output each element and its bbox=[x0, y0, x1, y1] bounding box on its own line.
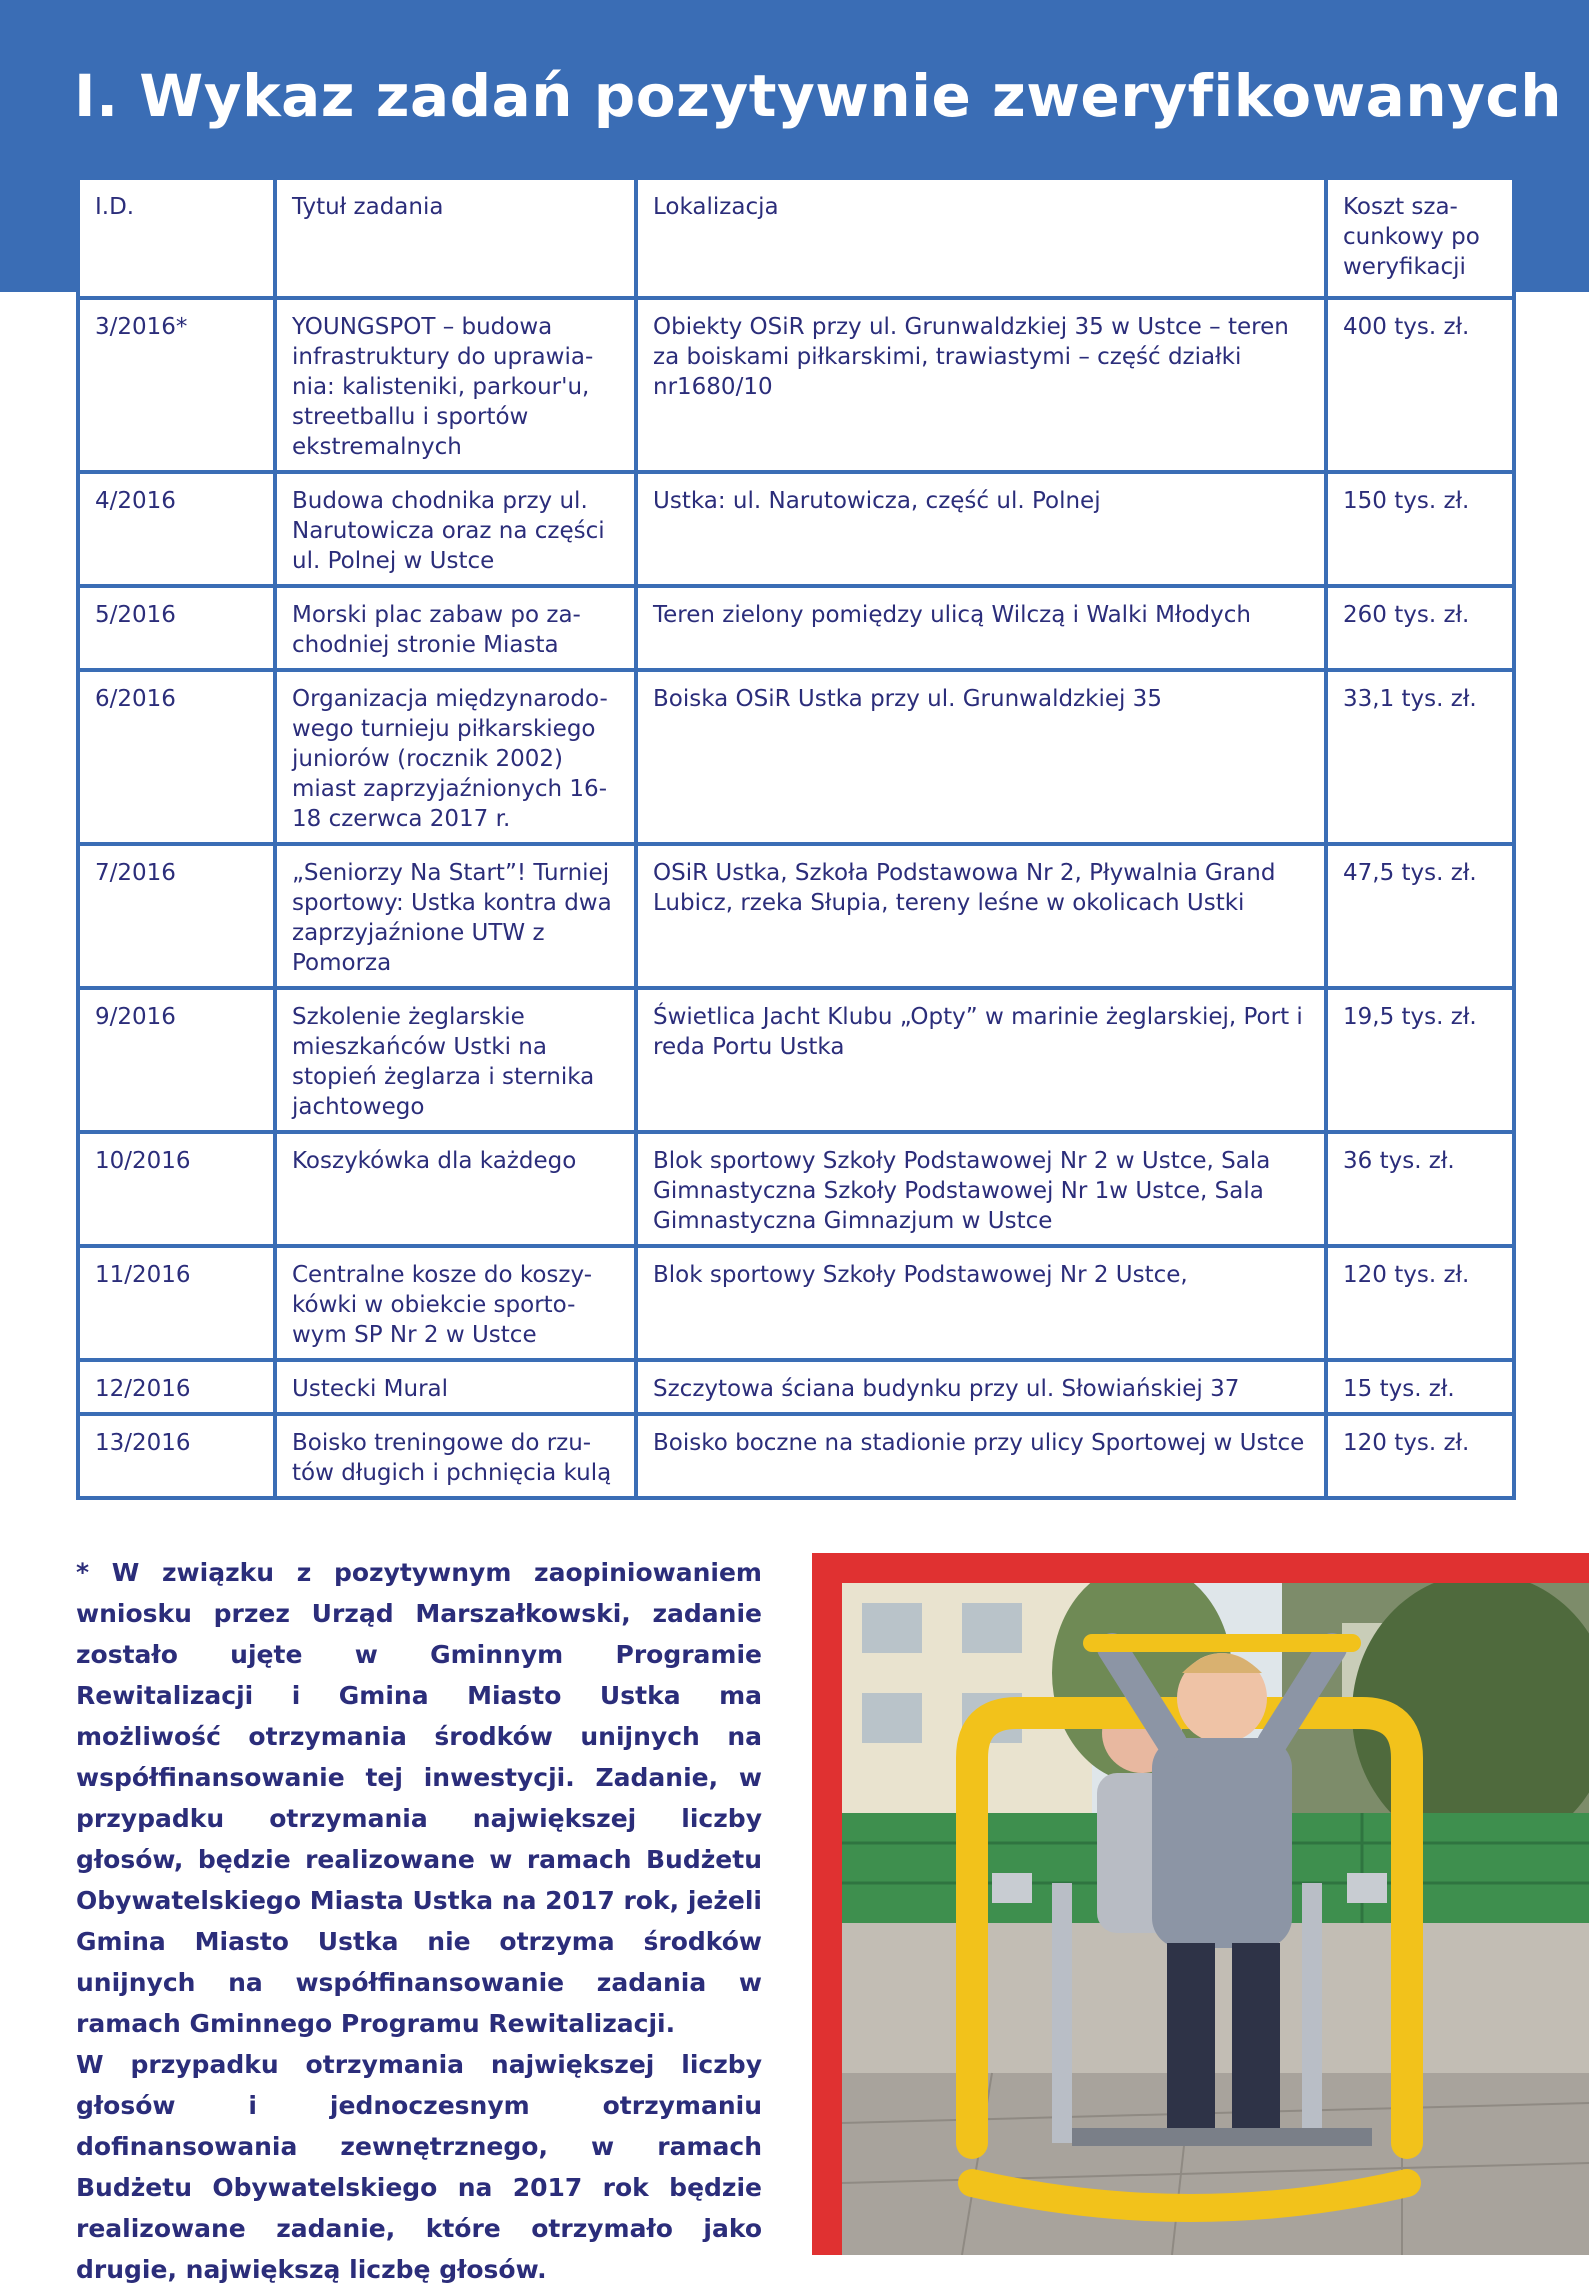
cell-id: 11/2016 bbox=[78, 1246, 275, 1360]
cell-location: Blok sportowy Szkoły Podstawowej Nr 2 Ustce, bbox=[636, 1246, 1326, 1360]
cell-location: Świetlica Jacht Klubu „Opty” w marinie żeglarskiej, Port i reda Portu Ustka bbox=[636, 988, 1326, 1132]
cell-id: 7/2016 bbox=[78, 844, 275, 988]
page-title: I. Wykaz zadań pozytywnie zweryfikowanych bbox=[74, 62, 1563, 130]
photo-frame bbox=[812, 1553, 1589, 2255]
cell-title: Boisko treningowe do rzu-tów długich i pchnięcia kulą bbox=[275, 1414, 636, 1498]
cell-location: Ustka: ul. Narutowicza, część ul. Polnej bbox=[636, 472, 1326, 586]
table-row bbox=[78, 586, 1514, 670]
cell-title: Ustecki Mural bbox=[275, 1360, 636, 1414]
cell-id: 9/2016 bbox=[78, 988, 275, 1132]
cell-cost: 150 tys. zł. bbox=[1326, 472, 1514, 586]
table-row bbox=[78, 670, 1514, 844]
cell-title: „Seniorzy Na Start”! Turniej sportowy: Ustka kontra dwa zaprzyjaźnione UTW z Pomorza bbox=[275, 844, 636, 988]
cell-title: Budowa chodnika przy ul. Narutowicza oraz na części ul. Polnej w Ustce bbox=[275, 472, 636, 586]
cell-id: 13/2016 bbox=[78, 1414, 275, 1498]
table-row bbox=[78, 1246, 1514, 1360]
cell-location: Boisko boczne na stadionie przy ulicy Sportowej w Ustce bbox=[636, 1414, 1326, 1498]
cell-cost: 15 tys. zł. bbox=[1326, 1360, 1514, 1414]
table-row bbox=[78, 988, 1514, 1132]
cell-title: Morski plac zabaw po za-chodniej stronie Miasta bbox=[275, 586, 636, 670]
footnote bbox=[76, 1552, 762, 2290]
header-title: Tytuł zadania bbox=[275, 178, 636, 298]
playground-photo bbox=[842, 1583, 1589, 2255]
cell-cost: 47,5 tys. zł. bbox=[1326, 844, 1514, 988]
footnote-paragraph: * W związku z pozytywnym zaopiniowaniem wniosku przez Urząd Marszałkowski, zadanie zostało ujęte w Gminnym Programie Rewitalizacji i Gmina Miasto Ustka ma możliwość otrzymania środków unijnych na współfinansowanie tej inwestycji. Zadanie, w przypadku otrzymania największej liczby głosów, będzie realizowane w ramach Budżetu Obywatelskiego Miasta Ustka na 2017 rok, jeżeli Gmina Miasto Ustka nie otrzyma środków unijnych na współfinansowanie zadania w ramach Gminnego Programu Rewitalizacji. bbox=[76, 1558, 762, 2038]
cell-title: Szkolenie żeglarskie mieszkańców Ustki na stopień żeglarza i sternika jachtowego bbox=[275, 988, 636, 1132]
cell-cost: 120 tys. zł. bbox=[1326, 1246, 1514, 1360]
cell-cost: 36 tys. zł. bbox=[1326, 1132, 1514, 1246]
table-row bbox=[78, 1360, 1514, 1414]
cell-cost: 33,1 tys. zł. bbox=[1326, 670, 1514, 844]
cell-cost: 120 tys. zł. bbox=[1326, 1414, 1514, 1498]
cell-id: 4/2016 bbox=[78, 472, 275, 586]
cell-id: 10/2016 bbox=[78, 1132, 275, 1246]
table-row bbox=[78, 1414, 1514, 1498]
cell-id: 12/2016 bbox=[78, 1360, 275, 1414]
cell-location: Blok sportowy Szkoły Podstawowej Nr 2 w Ustce, Sala Gimnastyczna Szkoły Podstawowej Nr 1w Ustce, Sala Gimnastyczna Gimnazjum w Ustce bbox=[636, 1132, 1326, 1246]
cell-location: Teren zielony pomiędzy ulicą Wilczą i Walki Młodych bbox=[636, 586, 1326, 670]
table-row bbox=[78, 298, 1514, 472]
table-row bbox=[78, 1132, 1514, 1246]
header-id: I.D. bbox=[78, 178, 275, 298]
cell-title: Koszykówka dla każdego bbox=[275, 1132, 636, 1246]
cell-id: 5/2016 bbox=[78, 586, 275, 670]
table-header-row bbox=[78, 178, 1514, 298]
table-row bbox=[78, 472, 1514, 586]
cell-id: 3/2016* bbox=[78, 298, 275, 472]
table-row bbox=[78, 844, 1514, 988]
cell-cost: 19,5 tys. zł. bbox=[1326, 988, 1514, 1132]
cell-cost: 400 tys. zł. bbox=[1326, 298, 1514, 472]
cell-title: Organizacja międzynarodo-wego turnieju piłkarskiego juniorów (rocznik 2002) miast zaprzyjaźnionych 16-18 czerwca 2017 r. bbox=[275, 670, 636, 844]
cell-location: Boiska OSiR Ustka przy ul. Grunwaldzkiej 35 bbox=[636, 670, 1326, 844]
cell-location: Obiekty OSiR przy ul. Grunwaldzkiej 35 w Ustce – teren za boiskami piłkarskimi, trawiastymi – część działki nr1680/10 bbox=[636, 298, 1326, 472]
header-cost: Koszt sza-cunkowy po weryfikacji bbox=[1326, 178, 1514, 298]
footnote-paragraph: W przypadku otrzymania największej liczby głosów i jednoczesnym otrzymaniu dofinansowania zewnętrznego, w ramach Budżetu Obywatelskiego na 2017 rok będzie realizowane zadanie, które otrzymało jako drugie, największą liczbę głosów. bbox=[76, 2050, 762, 2284]
cell-title: Centralne kosze do koszy-kówki w obiekcie sporto-wym SP Nr 2 w Ustce bbox=[275, 1246, 636, 1360]
cell-location: OSiR Ustka, Szkoła Podstawowa Nr 2, Pływalnia Grand Lubicz, rzeka Słupia, tereny leśne w okolicach Ustki bbox=[636, 844, 1326, 988]
cell-title: YOUNGSPOT – budowa infrastruktury do uprawia-nia: kalisteniki, parkour'u, streetballu i sportów ekstremalnych bbox=[275, 298, 636, 472]
cell-cost: 260 tys. zł. bbox=[1326, 586, 1514, 670]
tasks-table bbox=[76, 176, 1516, 1500]
header-location: Lokalizacja bbox=[636, 178, 1326, 298]
cell-location: Szczytowa ściana budynku przy ul. Słowiańskiej 37 bbox=[636, 1360, 1326, 1414]
cell-id: 6/2016 bbox=[78, 670, 275, 844]
